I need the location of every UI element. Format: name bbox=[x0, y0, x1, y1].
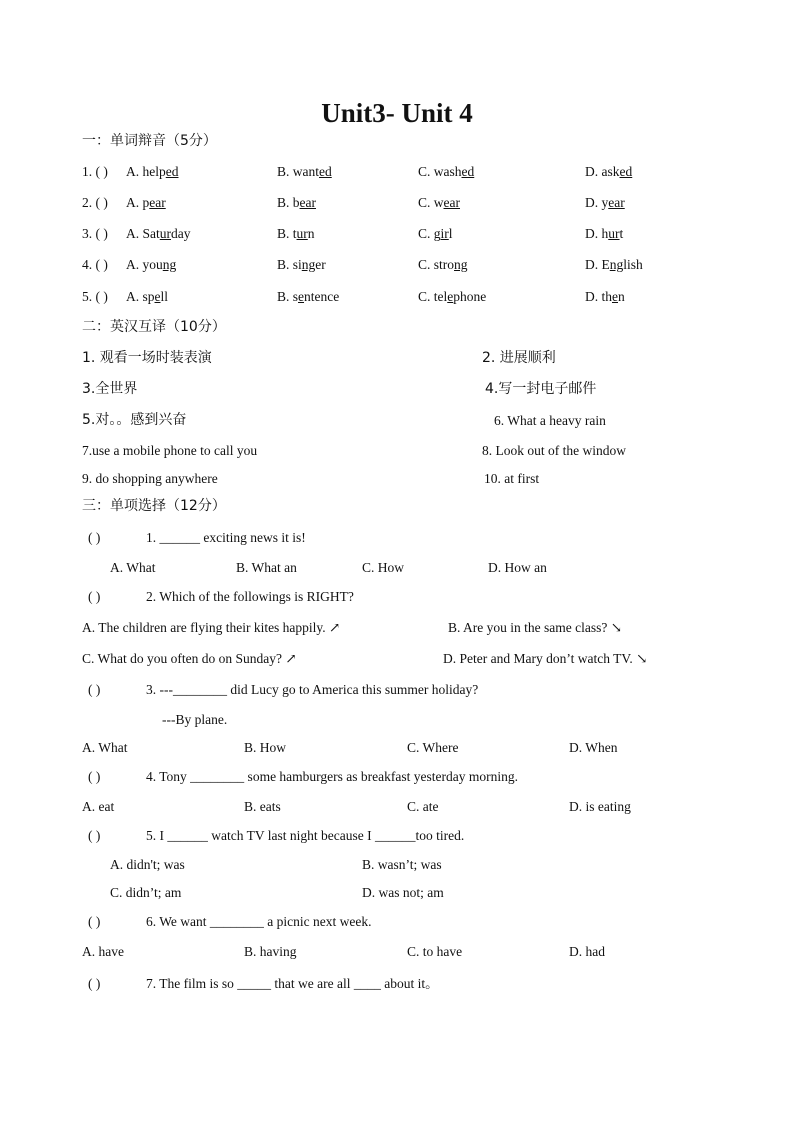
q4-option-c: C. ate bbox=[407, 799, 439, 814]
word-part: C. g bbox=[418, 226, 441, 241]
translation-item-4: 4.写一封电子邮件 bbox=[485, 381, 597, 397]
question-7: 7. The film is so _____ that we are all ____ about it。 bbox=[146, 976, 439, 991]
answer-paren: ( ) bbox=[88, 682, 101, 697]
translation-item-8: 8. Look out of the window bbox=[482, 443, 626, 458]
q4-option-a: A. eat bbox=[82, 799, 115, 814]
q6-option-b: B. having bbox=[244, 944, 297, 959]
translation-item-10: 10. at first bbox=[484, 471, 540, 486]
section1-heading: 一：单词辩音（5分） bbox=[82, 133, 217, 149]
word-option-a bbox=[126, 226, 191, 242]
q2-option-b: B. Are you in the same class? ↘ bbox=[448, 620, 623, 635]
word-option-c bbox=[418, 226, 453, 242]
word-part: D. h bbox=[585, 226, 609, 241]
q5-option-a: A. didn't; was bbox=[110, 857, 185, 872]
word-option-b bbox=[277, 257, 326, 273]
question-6: 6. We want ________ a picnic next week. bbox=[146, 914, 372, 929]
translation-item-1: 1. 观看一场时装表演 bbox=[82, 350, 212, 366]
word-part: n bbox=[618, 289, 625, 304]
word-option-b bbox=[277, 226, 315, 242]
answer-paren: ( ) bbox=[88, 530, 101, 545]
answer-paren: ( ) bbox=[88, 828, 101, 843]
word-part: A. help bbox=[126, 164, 166, 179]
translation-item-3: 3.全世界 bbox=[82, 381, 138, 397]
word-part: A. Sat bbox=[126, 226, 160, 241]
page-title: Unit3- Unit 4 bbox=[321, 98, 473, 128]
section2-heading: 二：英汉互译（10分） bbox=[82, 319, 226, 335]
underlined-letters: ed bbox=[461, 164, 475, 179]
word-option-a bbox=[126, 195, 166, 211]
answer-paren: ( ) bbox=[88, 976, 101, 991]
item-number: 5. ( ) bbox=[82, 289, 108, 304]
word-option-d bbox=[585, 257, 643, 273]
word-part: C. wash bbox=[418, 164, 462, 179]
answer-paren: ( ) bbox=[88, 914, 101, 929]
underlined-letters: ear bbox=[149, 195, 166, 210]
q6-option-a: A. have bbox=[82, 944, 124, 959]
word-option-b bbox=[277, 289, 339, 305]
word-option-c bbox=[418, 195, 460, 211]
word-option-d bbox=[585, 226, 623, 242]
word-part: n bbox=[307, 226, 315, 241]
word-part: D. y bbox=[585, 195, 609, 210]
word-option-b bbox=[277, 195, 316, 211]
underlined-letters: e bbox=[298, 289, 305, 304]
word-part: B. b bbox=[277, 195, 300, 210]
underlined-letters: ear bbox=[299, 195, 316, 210]
q3-option-d: D. When bbox=[569, 740, 618, 755]
word-option-c bbox=[418, 257, 468, 273]
question-3-reply: ---By plane. bbox=[162, 712, 228, 727]
word-part: C. stro bbox=[418, 257, 455, 272]
word-option-a bbox=[126, 257, 176, 273]
q6-option-c: C. to have bbox=[407, 944, 463, 959]
underlined-letters: ur bbox=[159, 226, 171, 241]
q4-option-b: B. eats bbox=[244, 799, 281, 814]
q6-option-d: D. had bbox=[569, 944, 605, 959]
underlined-letters: ur bbox=[296, 226, 308, 241]
word-part: C. w bbox=[418, 195, 444, 210]
underlined-letters: ed bbox=[619, 164, 633, 179]
underlined-letters: ear bbox=[608, 195, 625, 210]
word-option-c bbox=[418, 289, 486, 305]
word-part: A. you bbox=[126, 257, 163, 272]
q1-option-c: C. How bbox=[362, 560, 405, 575]
question-2: 2. Which of the followings is RIGHT? bbox=[146, 589, 354, 604]
translation-item-2: 2. 进展顺利 bbox=[482, 350, 556, 366]
word-option-a bbox=[126, 289, 168, 305]
translation-item-5: 5.对。。感到兴奋 bbox=[82, 412, 187, 428]
underlined-letters: ng bbox=[162, 257, 177, 272]
word-part: A. p bbox=[126, 195, 150, 210]
word-part: B. si bbox=[277, 257, 302, 272]
word-part: l bbox=[448, 226, 453, 241]
q3-option-a: A. What bbox=[82, 740, 128, 755]
underlined-letters: ear bbox=[443, 195, 460, 210]
word-part: D. E bbox=[585, 257, 610, 272]
item-number: 4. ( ) bbox=[82, 257, 108, 272]
underlined-letters: ng bbox=[454, 257, 468, 272]
item-number: 3. ( ) bbox=[82, 226, 108, 241]
underlined-letters: ed bbox=[165, 164, 179, 179]
item-number: 2. ( ) bbox=[82, 195, 108, 210]
q4-option-d: D. is eating bbox=[569, 799, 631, 814]
underlined-letters: ed bbox=[319, 164, 332, 179]
word-part: A. sp bbox=[126, 289, 155, 304]
word-part: day bbox=[171, 226, 191, 241]
q5-option-b: B. wasn’t; was bbox=[362, 857, 442, 872]
translation-item-6: 6. What a heavy rain bbox=[494, 413, 606, 428]
word-option-c bbox=[418, 164, 474, 180]
word-part: ntence bbox=[304, 289, 340, 304]
underlined-letters: e bbox=[154, 289, 161, 304]
question-1: 1. ______ exciting news it is! bbox=[146, 530, 306, 545]
translation-item-9: 9. do shopping anywhere bbox=[82, 471, 218, 486]
q5-option-c: C. didn’t; am bbox=[110, 885, 182, 900]
word-part: B. want bbox=[277, 164, 319, 179]
q1-option-d: D. How an bbox=[488, 560, 547, 575]
underlined-letters: ng bbox=[301, 257, 316, 272]
underlined-letters: ng bbox=[609, 257, 624, 272]
q3-option-b: B. How bbox=[244, 740, 287, 755]
q2-option-c: C. What do you often do on Sunday? ↗ bbox=[82, 651, 297, 666]
word-option-d bbox=[585, 164, 632, 180]
q1-option-b: B. What an bbox=[236, 560, 297, 575]
question-3: 3. ---________ did Lucy go to America this summer holiday? bbox=[146, 682, 479, 697]
translation-item-7: 7.use a mobile phone to call you bbox=[82, 443, 258, 458]
underlined-letters: e bbox=[447, 289, 454, 304]
word-part: C. tel bbox=[418, 289, 448, 304]
underlined-letters: e bbox=[612, 289, 618, 304]
answer-paren: ( ) bbox=[88, 589, 101, 604]
q2-option-d: D. Peter and Mary don’t watch TV. ↘ bbox=[443, 651, 648, 666]
word-part: lish bbox=[623, 257, 643, 272]
question-5: 5. I ______ watch TV last night because I ______too tired. bbox=[146, 828, 465, 843]
q5-option-d: D. was not; am bbox=[362, 885, 444, 900]
word-part: ll bbox=[160, 289, 169, 304]
word-option-d bbox=[585, 195, 625, 211]
word-option-a bbox=[126, 164, 179, 180]
section3-heading: 三：单项选择（12分） bbox=[82, 498, 226, 514]
q3-option-c: C. Where bbox=[407, 740, 459, 755]
item-number: 1. ( ) bbox=[82, 164, 108, 179]
q2-option-a: A. The children are flying their kites happily. ↗ bbox=[82, 620, 341, 635]
word-part: phone bbox=[453, 289, 487, 304]
word-part: D. th bbox=[585, 289, 612, 304]
word-option-b bbox=[277, 164, 332, 180]
word-part: B. t bbox=[277, 226, 297, 241]
underlined-letters: ir bbox=[440, 226, 449, 241]
word-part: B. s bbox=[277, 289, 299, 304]
underlined-letters: ur bbox=[608, 226, 620, 241]
answer-paren: ( ) bbox=[88, 769, 101, 784]
word-part: D. ask bbox=[585, 164, 620, 179]
word-part: er bbox=[315, 257, 326, 272]
q1-option-a: A. What bbox=[110, 560, 156, 575]
word-option-d bbox=[585, 289, 625, 305]
word-part: t bbox=[619, 226, 624, 241]
question-4: 4. Tony ________ some hamburgers as breakfast yesterday morning. bbox=[146, 769, 518, 784]
